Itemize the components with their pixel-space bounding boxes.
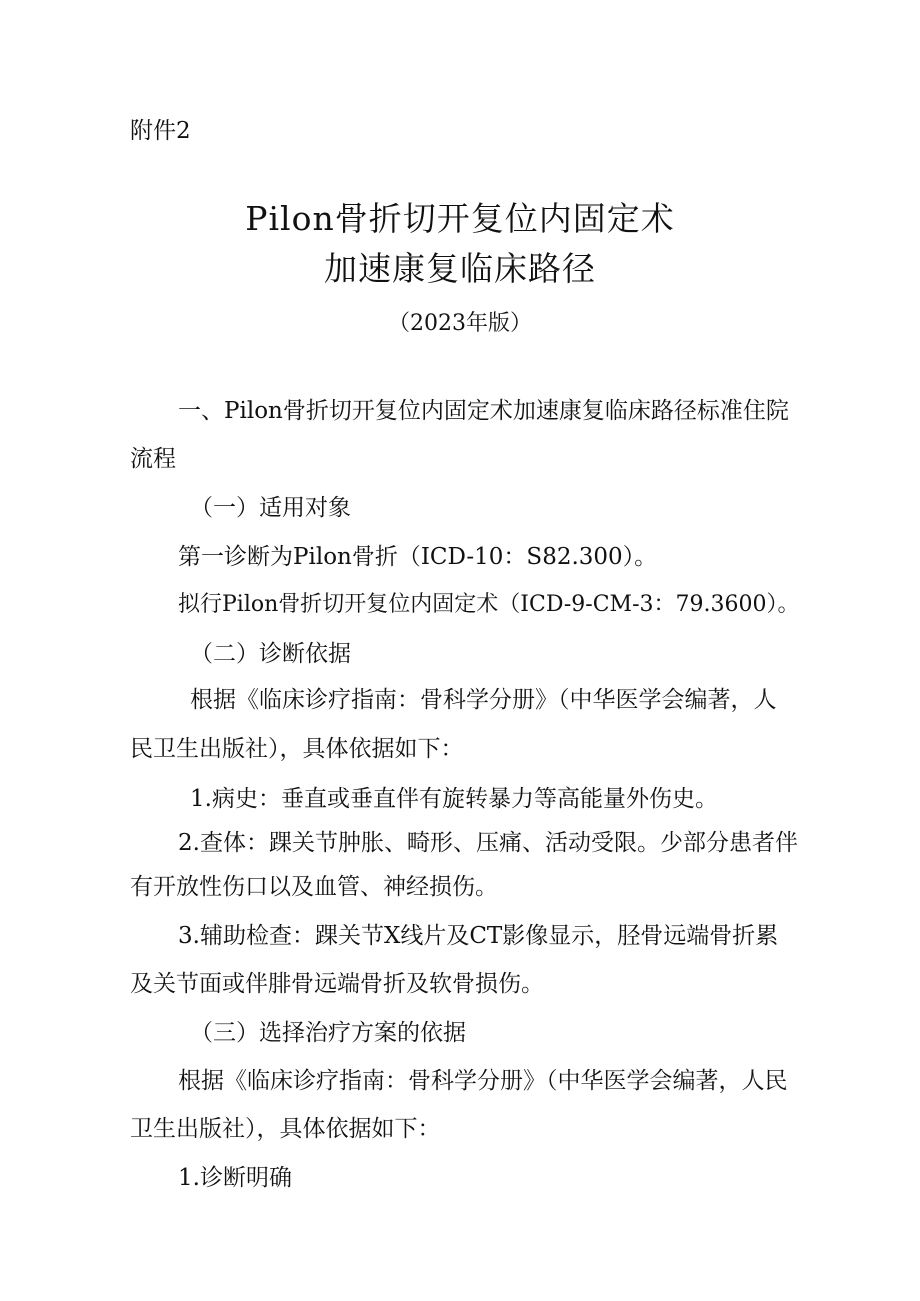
subsection-heading-diagnostic-basis: （二）诊断依据 [190, 641, 351, 667]
subsection-heading-applicable-subjects: （一）适用对象 [190, 495, 351, 521]
section-heading-1-line-1: 一、Pilon骨折切开复位内固定术加速康复临床路径标准住院 [178, 398, 789, 424]
list-item-physical-exam-line-2: 有开放性伤口以及血管、神经损伤。 [130, 874, 498, 900]
document-title-line-1: Pilon骨折切开复位内固定术 [245, 199, 675, 238]
list-item-auxiliary-exam-line-1: 3.辅助检查：踝关节X线片及CT影像显示，胫骨远端骨折累 [178, 923, 779, 949]
document-edition: （2023年版） [388, 311, 532, 336]
subsection-heading-treatment-basis: （三）选择治疗方案的依据 [190, 1020, 466, 1046]
paragraph-treatment-basis-line-2: 卫生出版社），具体依据如下： [130, 1116, 441, 1142]
paragraph-diagnostic-basis-line-1: 根据《临床诊疗指南：骨科学分册》（中华医学会编著，人 [190, 687, 777, 713]
paragraph-treatment-basis-line-1: 根据《临床诊疗指南：骨科学分册》（中华医学会编著，人民 [178, 1068, 788, 1094]
section-heading-1-line-2: 流程 [130, 446, 176, 472]
list-item-auxiliary-exam-line-2: 及关节面或伴腓骨远端骨折及软骨损伤。 [130, 971, 544, 997]
list-item-medical-history: 1.病史：垂直或垂直伴有旋转暴力等高能量外伤史。 [190, 786, 718, 812]
document-title-line-2: 加速康复临床路径 [324, 249, 596, 288]
paragraph-planned-surgery: 拟行Pilon骨折切开复位内固定术（ICD-9-CM-3：79.3600）。 [178, 592, 800, 617]
paragraph-diagnostic-basis-line-2: 民卫生出版社），具体依据如下： [130, 736, 464, 762]
paragraph-first-diagnosis: 第一诊断为Pilon骨折（ICD-10：S82.300）。 [178, 544, 658, 570]
list-item-clear-diagnosis: 1.诊断明确 [178, 1165, 292, 1191]
list-item-physical-exam-line-1: 2.查体：踝关节肿胀、畸形、压痛、活动受限。少部分患者伴 [178, 830, 798, 856]
attachment-label: 附件2 [130, 118, 191, 144]
